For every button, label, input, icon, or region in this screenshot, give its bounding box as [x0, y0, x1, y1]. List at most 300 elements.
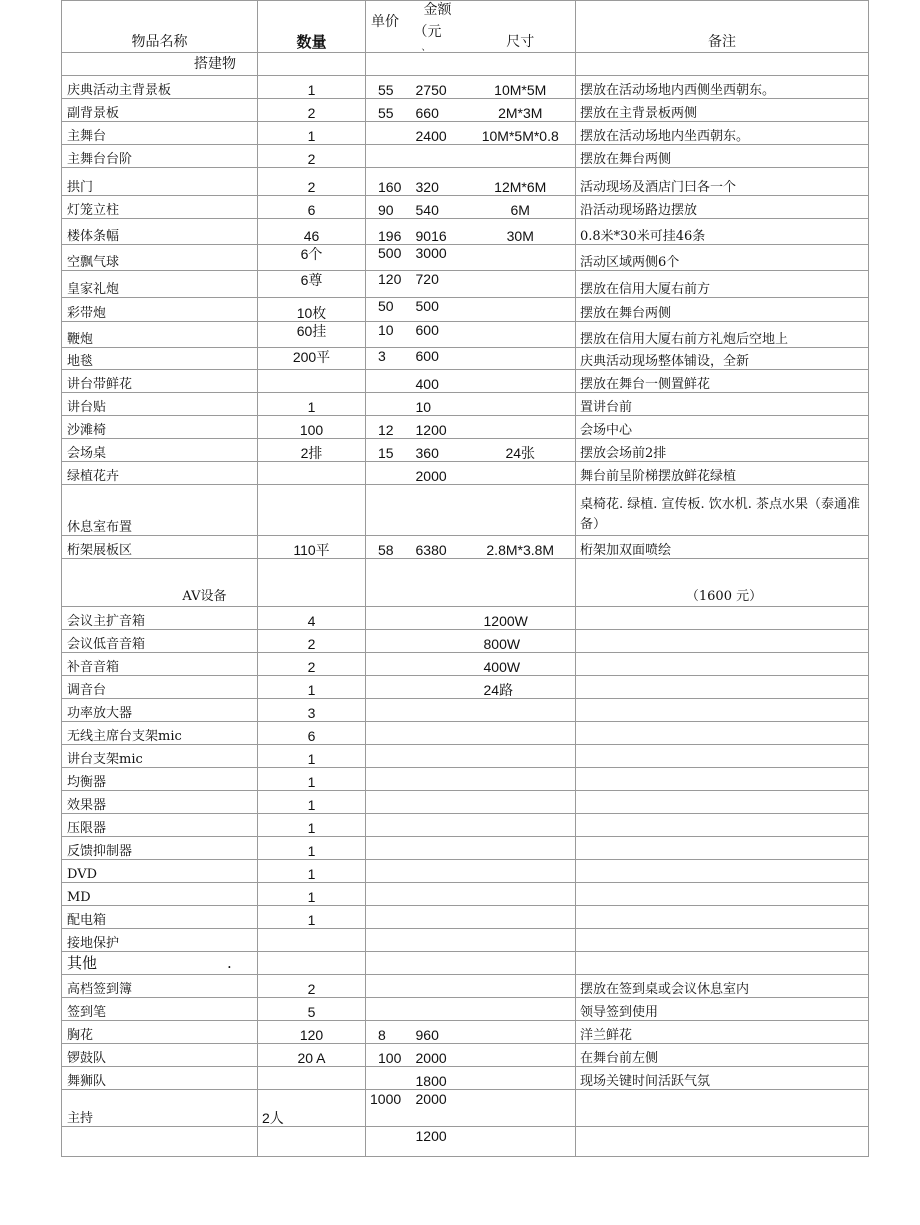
cell-unit-price: [366, 699, 408, 722]
table-row: [62, 145, 869, 168]
table-row: [62, 722, 869, 745]
table-row: [62, 245, 869, 271]
cell-empty: [366, 952, 408, 975]
cell-amount: 600: [408, 348, 466, 370]
cell-item-name: 会议主扩音箱: [62, 607, 258, 630]
cell-item-name: 会议低音音箱: [62, 630, 258, 653]
table-row: [62, 860, 869, 883]
cell-unit-price: [366, 722, 408, 745]
cell-qty: 1: [258, 791, 366, 814]
table-row: [62, 439, 869, 462]
cell-amount: 720: [408, 271, 466, 298]
cell-amount: 960: [408, 1021, 466, 1044]
cell-size: [466, 722, 576, 745]
cell-amount: [408, 929, 466, 952]
cell-unit-price: 160: [366, 168, 408, 196]
cell-amount: [408, 745, 466, 768]
cell-item-name: 无线主席台支架mic: [62, 722, 258, 745]
cell-size: 1200W: [466, 607, 576, 630]
table-row: [62, 630, 869, 653]
cell-unit-price: [366, 1067, 408, 1090]
cell-amount: 1800: [408, 1067, 466, 1090]
cell-remark: 洋兰鲜花: [576, 1021, 869, 1044]
cell-qty: 2: [258, 168, 366, 196]
cell-unit-price: [366, 998, 408, 1021]
cell-qty: 46: [258, 219, 366, 245]
cell-qty: 6尊: [258, 271, 366, 298]
table-row: [62, 607, 869, 630]
cell-empty: [258, 952, 366, 975]
section-other-text: 其他: [67, 953, 98, 972]
cell-size: 6M: [466, 196, 576, 219]
cell-remark: 置讲台前: [576, 393, 869, 416]
cell-unit-price: [366, 393, 408, 416]
cell-item-name: 主舞台台阶: [62, 145, 258, 168]
cell-qty: 1: [258, 122, 366, 145]
cell-size: [466, 860, 576, 883]
cell-size: [466, 998, 576, 1021]
cell-qty: [258, 1127, 366, 1157]
cell-remark: [576, 1127, 869, 1157]
cell-empty: [466, 952, 576, 975]
table-row: [62, 76, 869, 99]
cell-remark: [576, 722, 869, 745]
cell-unit-price: 120: [366, 271, 408, 298]
cell-unit-price: [366, 929, 408, 952]
cell-size: [466, 699, 576, 722]
cell-qty: 4: [258, 607, 366, 630]
section-build-row: [62, 53, 869, 76]
cell-remark: [576, 791, 869, 814]
cell-remark: 摆放在签到桌或会议休息室内: [576, 975, 869, 998]
cell-qty: 3: [258, 699, 366, 722]
table-row: [62, 653, 869, 676]
table-row: [62, 393, 869, 416]
header-row: [62, 1, 869, 53]
cell-amount: 1200: [408, 1127, 466, 1157]
cell-qty: 1: [258, 393, 366, 416]
cell-size: [466, 1090, 576, 1127]
cell-unit-price: [366, 814, 408, 837]
cell-amount: 320: [408, 168, 466, 196]
table-row: [62, 322, 869, 348]
cell-unit-price: [366, 653, 408, 676]
cell-size: [466, 271, 576, 298]
cell-remark: 桌椅花. 绿植. 宣传板. 饮水机. 茶点水果（泰通准备）: [576, 485, 869, 536]
cell-item-name: 绿植花卉: [62, 462, 258, 485]
cell-qty: 2人: [258, 1090, 366, 1127]
cell-remark: [576, 630, 869, 653]
table-row: [62, 416, 869, 439]
table-row: [62, 699, 869, 722]
cell-qty: 1: [258, 76, 366, 99]
cell-remark: 会场中心: [576, 416, 869, 439]
cell-item-name: 均衡器: [62, 768, 258, 791]
cell-size: [466, 814, 576, 837]
cell-unit-price: [366, 462, 408, 485]
cell-item-name: 调音台: [62, 676, 258, 699]
cell-size: [466, 393, 576, 416]
table-row: [62, 814, 869, 837]
header-qty: 数量: [258, 1, 366, 53]
cell-qty: 200平: [258, 348, 366, 370]
cell-amount: 2000: [408, 1044, 466, 1067]
cell-unit-price: 55: [366, 76, 408, 99]
cell-size: [466, 791, 576, 814]
budget-table: [61, 0, 869, 1157]
header-unit-price: 单价: [366, 1, 408, 53]
cell-qty: [258, 1067, 366, 1090]
cell-remark: 摆放在信用大厦右前方: [576, 271, 869, 298]
cell-qty: [258, 929, 366, 952]
cell-amount: [408, 998, 466, 1021]
cell-item-name: 签到笔: [62, 998, 258, 1021]
cell-amount: [408, 975, 466, 998]
cell-amount: 2400: [408, 122, 466, 145]
cell-remark: [576, 929, 869, 952]
cell-size: [466, 370, 576, 393]
cell-amount: [408, 722, 466, 745]
table-row: [62, 837, 869, 860]
cell-item-name: 地毯: [62, 348, 258, 370]
table-row: [62, 745, 869, 768]
cell-unit-price: [366, 485, 408, 536]
cell-size: [466, 837, 576, 860]
cell-item-name: 压限器: [62, 814, 258, 837]
cell-qty: 1: [258, 906, 366, 929]
cell-unit-price: [366, 837, 408, 860]
cell-item-name: 胸花: [62, 1021, 258, 1044]
cell-amount: 400: [408, 370, 466, 393]
cell-unit-price: [366, 145, 408, 168]
cell-qty: 110平: [258, 536, 366, 559]
cell-size: [466, 322, 576, 348]
cell-item-name: 接地保护: [62, 929, 258, 952]
cell-remark: 摆放在信用大厦右前方礼炮后空地上: [576, 322, 869, 348]
cell-item-name: 效果器: [62, 791, 258, 814]
cell-remark: 摆放在活动场地内西侧坐西朝东。: [576, 76, 869, 99]
section-other-label: [62, 952, 258, 975]
cell-unit-price: 10: [366, 322, 408, 348]
cell-remark: 摆放在主背景板两侧: [576, 99, 869, 122]
cell-qty: 1: [258, 768, 366, 791]
cell-size: [466, 883, 576, 906]
cell-unit-price: [366, 676, 408, 699]
cell-size: 10M*5M: [466, 76, 576, 99]
cell-amount: [408, 699, 466, 722]
table-row: [62, 485, 869, 536]
cell-size: 2M*3M: [466, 99, 576, 122]
cell-amount: [408, 630, 466, 653]
cell-unit-price: [366, 370, 408, 393]
table-row: [62, 348, 869, 370]
cell-size: 30M: [466, 219, 576, 245]
header-amount: 金额 （元 、: [408, 1, 466, 53]
header-remark: 备注: [576, 1, 869, 53]
cell-item-name: 功率放大器: [62, 699, 258, 722]
cell-unit-price: 1000: [366, 1090, 408, 1127]
cell-unit-price: [366, 906, 408, 929]
section-build-label: 搭建物: [62, 53, 258, 76]
table-row: [62, 219, 869, 245]
section-av-remark: （1600 元）: [576, 559, 869, 607]
table-row: [62, 1127, 869, 1157]
cell-amount: 1200: [408, 416, 466, 439]
cell-size: [466, 1067, 576, 1090]
cell-size: [466, 929, 576, 952]
cell-qty: 6: [258, 196, 366, 219]
cell-size: [466, 1021, 576, 1044]
table-row: [62, 1090, 869, 1127]
table-row: [62, 975, 869, 998]
cell-item-name: 沙滩椅: [62, 416, 258, 439]
cell-size: 400W: [466, 653, 576, 676]
cell-amount: 3000: [408, 245, 466, 271]
cell-item-name: 副背景板: [62, 99, 258, 122]
cell-size: [466, 416, 576, 439]
table-row: [62, 791, 869, 814]
cell-amount: [408, 860, 466, 883]
cell-size: [466, 485, 576, 536]
cell-qty: 2: [258, 145, 366, 168]
cell-empty: [258, 559, 366, 607]
budget-sheet: [61, 0, 868, 1157]
cell-item-name: 高档签到簿: [62, 975, 258, 998]
cell-qty: [258, 485, 366, 536]
table-row: [62, 768, 869, 791]
cell-remark: [576, 699, 869, 722]
cell-item-name: 配电箱: [62, 906, 258, 929]
cell-unit-price: 55: [366, 99, 408, 122]
cell-item-name: 主持: [62, 1090, 258, 1127]
table-row: [62, 462, 869, 485]
cell-amount: 600: [408, 322, 466, 348]
cell-item-name: 舞狮队: [62, 1067, 258, 1090]
cell-amount: [408, 837, 466, 860]
cell-amount: [408, 607, 466, 630]
cell-unit-price: [366, 768, 408, 791]
cell-amount: 2750: [408, 76, 466, 99]
cell-remark: [576, 906, 869, 929]
cell-size: [466, 245, 576, 271]
section-other-dot: .: [227, 953, 232, 972]
cell-amount: [408, 676, 466, 699]
cell-remark: 现场关键时间活跃气氛: [576, 1067, 869, 1090]
cell-size: [466, 745, 576, 768]
cell-unit-price: [366, 1127, 408, 1157]
cell-item-name: 讲台贴: [62, 393, 258, 416]
table-row: [62, 271, 869, 298]
table-row: [62, 883, 869, 906]
cell-item-name: 空飘气球: [62, 245, 258, 271]
cell-item-name: 桁架展板区: [62, 536, 258, 559]
cell-size: 10M*5M*0.8: [466, 122, 576, 145]
cell-size: [466, 348, 576, 370]
cell-remark: 摆放在舞台两侧: [576, 298, 869, 322]
cell-empty: [466, 559, 576, 607]
cell-unit-price: 58: [366, 536, 408, 559]
cell-amount: [408, 485, 466, 536]
cell-qty: 120: [258, 1021, 366, 1044]
cell-remark: [576, 1090, 869, 1127]
table-row: [62, 906, 869, 929]
cell-remark: [576, 676, 869, 699]
cell-qty: [258, 462, 366, 485]
cell-qty: 1: [258, 814, 366, 837]
cell-unit-price: 3: [366, 348, 408, 370]
cell-item-name: 灯笼立柱: [62, 196, 258, 219]
cell-item-name: 鞭炮: [62, 322, 258, 348]
cell-amount: 10: [408, 393, 466, 416]
cell-size: [466, 1127, 576, 1157]
cell-item-name: 补音音箱: [62, 653, 258, 676]
cell-qty: 2: [258, 975, 366, 998]
cell-qty: [258, 370, 366, 393]
cell-size: [466, 1044, 576, 1067]
cell-remark: [576, 883, 869, 906]
cell-amount: [408, 768, 466, 791]
table-row: [62, 998, 869, 1021]
table-row: [62, 122, 869, 145]
cell-remark: 庆典活动现场整体铺设，全新: [576, 348, 869, 370]
cell-amount: 360: [408, 439, 466, 462]
cell-amount: [408, 791, 466, 814]
cell-remark: [576, 837, 869, 860]
cell-unit-price: [366, 791, 408, 814]
cell-unit-price: [366, 122, 408, 145]
cell-item-name: 拱门: [62, 168, 258, 196]
cell-qty: 1: [258, 676, 366, 699]
cell-size: [466, 906, 576, 929]
cell-unit-price: 196: [366, 219, 408, 245]
cell-unit-price: 50: [366, 298, 408, 322]
section-av-row: [62, 559, 869, 607]
table-row: [62, 1067, 869, 1090]
cell-qty: 5: [258, 998, 366, 1021]
cell-empty: [576, 952, 869, 975]
table-row: [62, 1021, 869, 1044]
cell-remark: 摆放在舞台一侧置鲜花: [576, 370, 869, 393]
section-other-row: [62, 952, 869, 975]
cell-amount: 9016: [408, 219, 466, 245]
cell-amount: 540: [408, 196, 466, 219]
section-av-label: AV设备: [62, 559, 258, 607]
cell-remark: 摆放在舞台两侧: [576, 145, 869, 168]
cell-item-name: 皇家礼炮: [62, 271, 258, 298]
table-row: [62, 196, 869, 219]
cell-size: [466, 975, 576, 998]
table-row: [62, 370, 869, 393]
cell-qty: 1: [258, 837, 366, 860]
cell-size: 24张: [466, 439, 576, 462]
cell-amount: 2000: [408, 462, 466, 485]
cell-item-name: 反馈抑制器: [62, 837, 258, 860]
table-row: [62, 1044, 869, 1067]
table-row: [62, 298, 869, 322]
cell-item-name: 彩带炮: [62, 298, 258, 322]
cell-size: 800W: [466, 630, 576, 653]
table-row: [62, 536, 869, 559]
cell-item-name: DVD: [62, 860, 258, 883]
cell-remark: [576, 860, 869, 883]
cell-item-name: 锣鼓队: [62, 1044, 258, 1067]
cell-amount: 2000: [408, 1090, 466, 1127]
cell-qty: 10枚: [258, 298, 366, 322]
table-row: [62, 168, 869, 196]
cell-amount: [408, 145, 466, 168]
cell-item-name: [62, 1127, 258, 1157]
cell-remark: 沿活动现场路边摆放: [576, 196, 869, 219]
table-row: [62, 676, 869, 699]
cell-size: [466, 462, 576, 485]
cell-qty: 6个: [258, 245, 366, 271]
cell-unit-price: [366, 883, 408, 906]
cell-empty: [408, 559, 466, 607]
cell-size: [466, 768, 576, 791]
cell-empty: [366, 559, 408, 607]
cell-empty: [408, 952, 466, 975]
cell-unit-price: 100: [366, 1044, 408, 1067]
cell-remark: 摆放在活动场地内坐西朝东。: [576, 122, 869, 145]
cell-size: 12M*6M: [466, 168, 576, 196]
cell-qty: 2: [258, 630, 366, 653]
header-size: 尺寸: [466, 1, 576, 53]
cell-remark: 在舞台前左侧: [576, 1044, 869, 1067]
cell-remark: 0.8米*30米可挂46条: [576, 219, 869, 245]
cell-amount: 500: [408, 298, 466, 322]
cell-amount: 660: [408, 99, 466, 122]
cell-item-name: 庆典活动主背景板: [62, 76, 258, 99]
cell-size: [466, 298, 576, 322]
cell-remark: 领导签到使用: [576, 998, 869, 1021]
cell-size: [466, 145, 576, 168]
cell-amount: [408, 906, 466, 929]
cell-item-name: 会场桌: [62, 439, 258, 462]
cell-remark: 桁架加双面喷绘: [576, 536, 869, 559]
cell-qty: 1: [258, 745, 366, 768]
cell-size: 24路: [466, 676, 576, 699]
cell-qty: 20 A: [258, 1044, 366, 1067]
cell-remark: 活动区域两侧6个: [576, 245, 869, 271]
cell-qty: 2: [258, 99, 366, 122]
cell-remark: [576, 814, 869, 837]
cell-item-name: 休息室布置: [62, 485, 258, 536]
cell-unit-price: 90: [366, 196, 408, 219]
cell-remark: 活动现场及酒店门曰各一个: [576, 168, 869, 196]
cell-unit-price: [366, 630, 408, 653]
cell-qty: 60挂: [258, 322, 366, 348]
cell-unit-price: 8: [366, 1021, 408, 1044]
cell-unit-price: [366, 860, 408, 883]
cell-qty: 2: [258, 653, 366, 676]
cell-amount: 6380: [408, 536, 466, 559]
cell-qty: 100: [258, 416, 366, 439]
cell-amount: [408, 653, 466, 676]
cell-item-name: 讲台支架mic: [62, 745, 258, 768]
cell-item-name: 楼体条幅: [62, 219, 258, 245]
cell-remark: [576, 768, 869, 791]
cell-item-name: MD: [62, 883, 258, 906]
cell-remark: 摆放会场前2排: [576, 439, 869, 462]
cell-remark: [576, 607, 869, 630]
cell-item-name: 讲台带鲜花: [62, 370, 258, 393]
cell-qty: 6: [258, 722, 366, 745]
header-name: 物品名称: [62, 1, 258, 53]
cell-qty: 1: [258, 883, 366, 906]
cell-size: 2.8M*3.8M: [466, 536, 576, 559]
cell-unit-price: 12: [366, 416, 408, 439]
cell-unit-price: [366, 975, 408, 998]
